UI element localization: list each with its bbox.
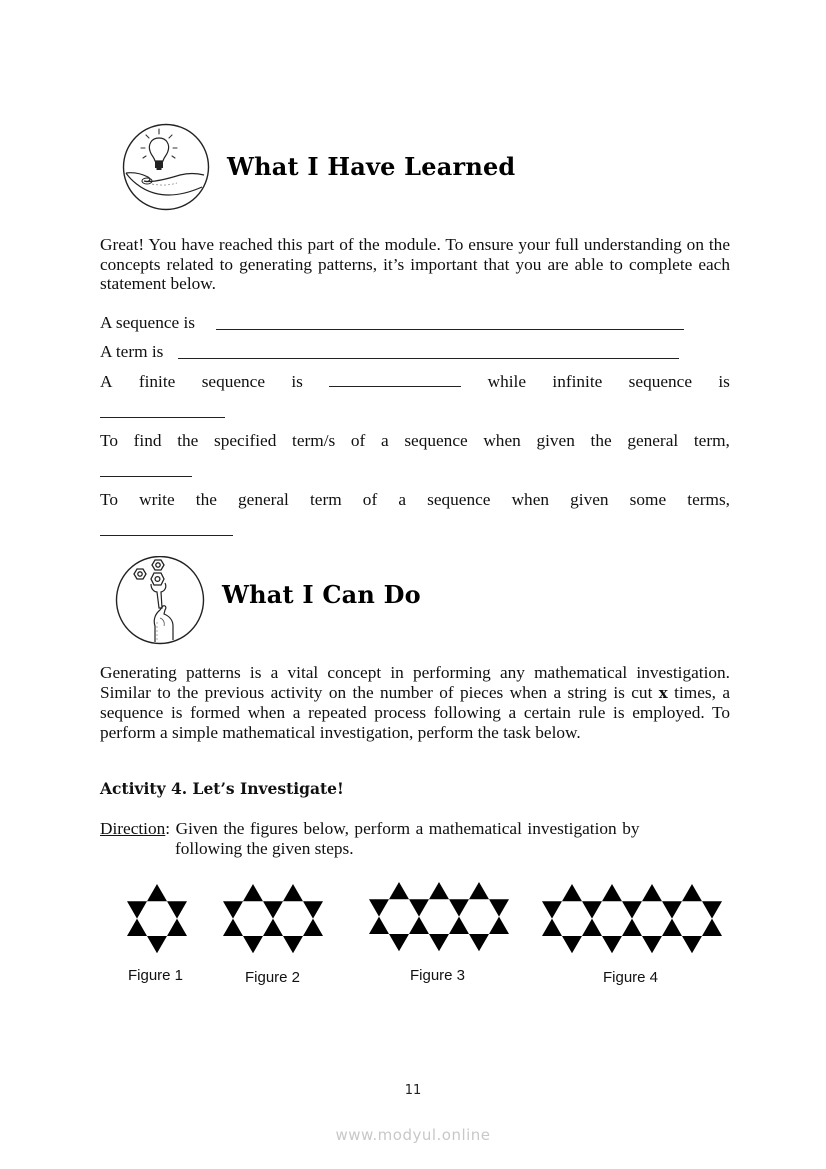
triangle-shape <box>263 901 283 918</box>
triangle-shape <box>429 934 449 951</box>
word: of <box>350 431 366 450</box>
triangle-shape <box>147 884 167 901</box>
word: while <box>487 372 527 391</box>
statement-finite-infinite <box>100 372 730 392</box>
lightbulb-hand-icon <box>122 123 212 213</box>
blank-sequence-definition[interactable] <box>216 329 684 330</box>
triangle-shape <box>167 919 187 936</box>
triangle-shape <box>562 936 582 953</box>
triangle-shape <box>449 899 469 916</box>
triangle-shape <box>662 901 682 918</box>
triangle-shape <box>582 901 602 918</box>
triangle-shape <box>469 934 489 951</box>
word: general <box>238 490 289 509</box>
word: is <box>718 372 730 391</box>
word: finite <box>138 372 176 391</box>
word: general <box>627 431 679 450</box>
can-do-text-part1: Generating patterns is a vital concept in performing any mathematical investigation. Similar to the previous activity on the number of pieces when a string is cut <box>100 663 730 702</box>
triangle-shape <box>409 917 429 934</box>
learned-intro-paragraph: Great! You have reached this part of the module. To ensure your full understanding on the concepts related to generating patterns, it’s important that you are able to complete each statement below. <box>100 235 730 294</box>
triangle-shape <box>369 917 389 934</box>
direction-line-1 <box>100 819 730 839</box>
statement-write-general-term <box>100 490 730 510</box>
triangle-shape <box>243 936 263 953</box>
triangle-shape <box>389 882 409 899</box>
triangle-shape <box>662 919 682 936</box>
can-do-paragraph <box>100 663 730 742</box>
statement-term-text: A term is <box>100 342 164 361</box>
triangle-shape <box>702 919 722 936</box>
figure-4-hexagram-pattern <box>542 884 722 954</box>
word: A <box>100 372 113 391</box>
blank-finite-sequence[interactable] <box>329 372 461 387</box>
triangle-shape <box>243 884 263 901</box>
figure-4-label: Figure 4 <box>603 969 659 986</box>
direction-label: Direction <box>100 819 166 838</box>
watermark-link[interactable]: www.modyul.online <box>335 1126 491 1144</box>
word: term, <box>693 431 730 450</box>
triangle-shape <box>542 919 562 936</box>
section-title-what-i-can-do: What I Can Do <box>222 580 421 609</box>
word: To <box>100 431 118 450</box>
triangle-shape <box>602 936 622 953</box>
activity-title: Activity 4. Let’s Investigate! <box>100 779 344 798</box>
direction-line-2 <box>175 839 354 859</box>
blank-find-terms[interactable] <box>100 476 192 477</box>
triangle-shape <box>542 901 562 918</box>
word: when <box>483 431 521 450</box>
triangle-shape <box>409 899 429 916</box>
word: when <box>511 490 550 509</box>
triangle-shape <box>469 882 489 899</box>
statement-find-terms <box>100 431 730 451</box>
triangle-shape <box>167 901 187 918</box>
word: a <box>380 431 389 450</box>
triangle-shape <box>283 884 303 901</box>
word: find <box>133 431 162 450</box>
triangle-shape <box>389 934 409 951</box>
triangle-shape <box>127 919 147 936</box>
triangle-shape <box>303 919 323 936</box>
triangle-shape <box>223 919 243 936</box>
triangle-shape <box>489 899 509 916</box>
wrench-hand-icon <box>115 556 205 646</box>
word: the <box>195 490 217 509</box>
word: is <box>291 372 303 391</box>
triangle-shape <box>622 901 642 918</box>
word: write <box>139 490 175 509</box>
variable-x: x <box>658 683 668 702</box>
word: sequence <box>628 372 692 391</box>
section-title-what-i-have-learned: What I Have Learned <box>227 152 516 181</box>
triangle-shape <box>602 884 622 901</box>
triangle-shape <box>283 936 303 953</box>
triangle-shape <box>702 901 722 918</box>
figure-2-hexagram-pattern <box>223 884 323 954</box>
triangle-shape <box>429 882 449 899</box>
word: sequence <box>404 431 468 450</box>
figure-3-hexagram-pattern <box>369 882 509 952</box>
word: of <box>362 490 378 509</box>
word: given <box>570 490 609 509</box>
word: a <box>398 490 406 509</box>
word: sequence <box>427 490 491 509</box>
word: term/s <box>292 431 336 450</box>
triangle-shape <box>223 901 243 918</box>
page-number: 11 <box>404 1083 422 1098</box>
triangle-shape <box>303 901 323 918</box>
triangle-shape <box>263 919 283 936</box>
triangle-shape <box>489 917 509 934</box>
triangle-shape <box>369 899 389 916</box>
triangle-shape <box>642 884 662 901</box>
figure-3-label: Figure 3 <box>410 967 466 984</box>
direction-text-continued: following the given steps. <box>175 839 354 858</box>
word: some <box>629 490 667 509</box>
figure-2-label: Figure 2 <box>245 969 301 986</box>
statement-sequence-text: A sequence is <box>100 313 196 332</box>
triangle-shape <box>682 936 702 953</box>
figure-1-hexagram-pattern <box>127 884 187 954</box>
word: infinite <box>552 372 603 391</box>
word: sequence <box>201 372 266 391</box>
triangle-shape <box>127 901 147 918</box>
word: the <box>590 431 612 450</box>
can-do-text-part2: times, a sequence is formed when a repeated process following a certain rule is employed. To perform a simple mathematical investigation, perform the task below. <box>100 682 730 742</box>
blank-term-definition[interactable] <box>178 358 679 359</box>
triangle-shape <box>582 919 602 936</box>
word: given <box>536 431 575 450</box>
blank-write-general-term[interactable] <box>100 535 233 536</box>
blank-infinite-sequence[interactable] <box>100 417 225 418</box>
triangle-shape <box>622 919 642 936</box>
direction-text: : Given the figures below, perform a mathematical investigation by <box>165 819 640 838</box>
word: To <box>100 490 118 509</box>
triangle-shape <box>682 884 702 901</box>
word: term <box>310 490 342 509</box>
triangle-shape <box>147 936 167 953</box>
word: the <box>177 431 199 450</box>
figure-1-label: Figure 1 <box>128 967 184 984</box>
triangle-shape <box>642 936 662 953</box>
word: specified <box>213 431 277 450</box>
triangle-shape <box>562 884 582 901</box>
word: terms, <box>687 490 730 509</box>
triangle-shape <box>449 917 469 934</box>
